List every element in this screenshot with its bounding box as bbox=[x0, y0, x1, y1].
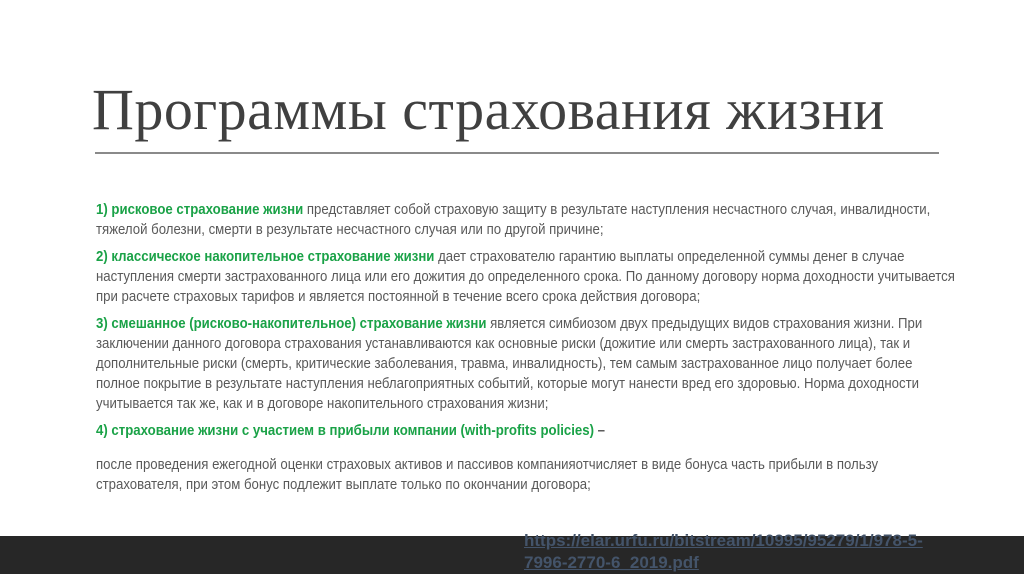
body-text: дает страхователю гарантию выплаты определенной суммы денег в случае bbox=[438, 248, 905, 265]
body-text: учитывается так же, как и в договоре накопительного страхования жизни; bbox=[96, 395, 549, 412]
title-divider-line bbox=[95, 152, 939, 154]
term-highlight: 2) классическое накопительное страхование жизни bbox=[96, 248, 439, 265]
source-url-line1: https://elar.urfu.ru/bitstream/10995/95279/1/978-5- bbox=[524, 531, 923, 550]
term-highlight: 1) рисковое страхование жизни bbox=[96, 201, 307, 218]
body-paragraph bbox=[96, 455, 941, 495]
slide-body bbox=[96, 200, 955, 502]
body-text: заключении данного договора страхования устанавливаются как основные риски (дожитие или смерть застрахованного лица), так и bbox=[96, 335, 911, 352]
body-text: дополнительные риски (смерть, критические заболевания, травма, инвалидность), тем самым застрахованное лицо получает более bbox=[96, 355, 913, 372]
text-line bbox=[96, 267, 955, 287]
body-text: при расчете страховых тарифов и является постоянной в течение всего срока действия договора; bbox=[96, 288, 701, 305]
text-line bbox=[96, 247, 941, 267]
body-text: тяжелой болезни, смерти в результате несчастного случая или по другой причине; bbox=[96, 221, 604, 238]
body-paragraph bbox=[96, 314, 941, 414]
text-line bbox=[96, 374, 941, 394]
text-line bbox=[96, 314, 941, 334]
body-text: является симбиозом двух предыдущих видов страхования жизни. При bbox=[490, 315, 923, 332]
text-line bbox=[96, 475, 941, 495]
source-url-line2: 7996-2770-6_2019.pdf bbox=[524, 553, 699, 572]
text-line bbox=[96, 354, 941, 374]
slide-title: Программы страхования жизни bbox=[92, 77, 885, 142]
body-paragraph bbox=[96, 200, 941, 240]
body-text: представляет собой страховую защиту в результате наступления несчастного случая, инвалидности, bbox=[306, 201, 931, 218]
text-line bbox=[96, 421, 941, 441]
text-line bbox=[96, 220, 941, 240]
body-text: – bbox=[597, 422, 606, 439]
text-line bbox=[96, 334, 941, 354]
body-text: после проведения ежегодной оценки страховых активов и пассивов компанияотчисляет в виде бонуса часть прибыли в пользу bbox=[96, 456, 879, 473]
body-paragraph bbox=[96, 247, 955, 307]
term-highlight: 3) смешанное (рисково-накопительное) страхование жизни bbox=[96, 315, 491, 332]
text-line bbox=[96, 287, 941, 307]
text-line bbox=[96, 200, 941, 220]
body-text: полное покрытие в результате наступления неблагоприятных событий, которые могут нанести вред его здоровью. Норма доходности bbox=[96, 375, 920, 392]
term-highlight: 4) страхование жизни с участием в прибыли компании (with-profits policies) bbox=[96, 422, 598, 439]
text-line bbox=[96, 455, 941, 475]
text-line bbox=[96, 394, 941, 414]
body-text: наступления смерти застрахованного лица или его дожития до определенного срока. По данному договору норма доходности учитывается bbox=[96, 268, 955, 285]
source-url-link[interactable] bbox=[524, 530, 923, 574]
body-text: страхователя, при этом бонус подлежит выплате только по окончании договора; bbox=[96, 476, 591, 493]
body-paragraph bbox=[96, 421, 941, 441]
